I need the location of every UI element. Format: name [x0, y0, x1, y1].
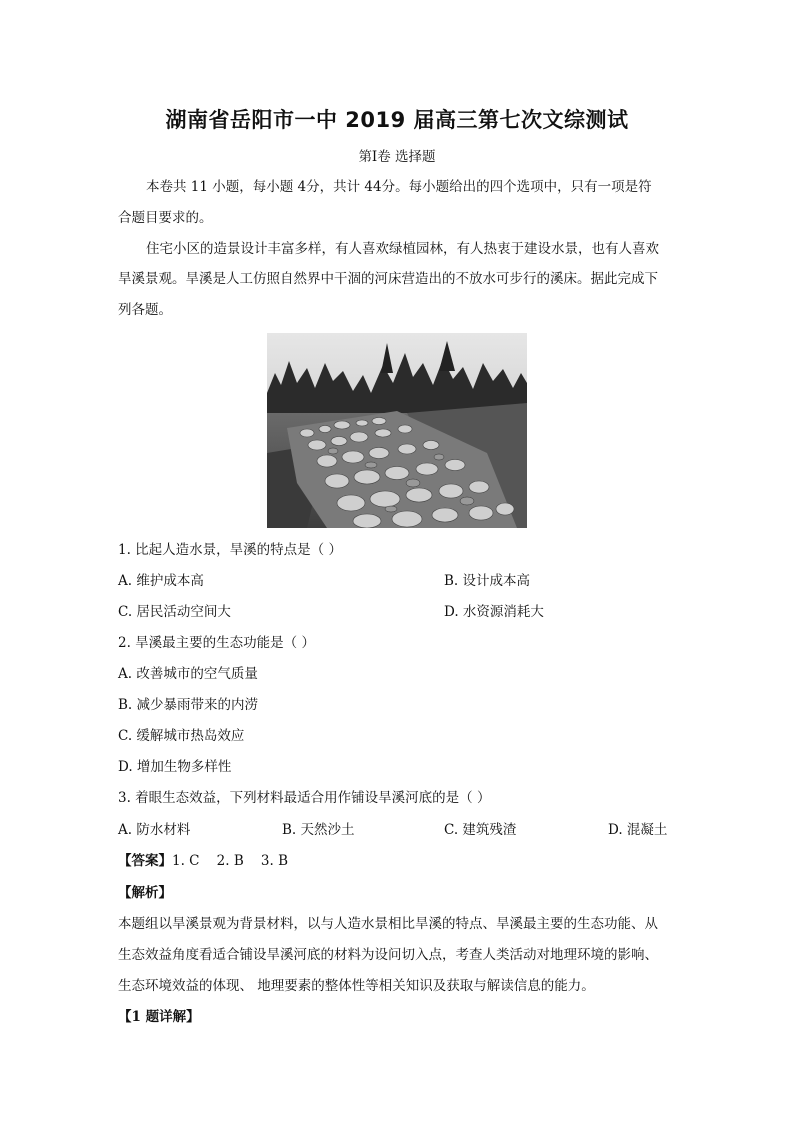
intro-line-1: 本卷共 11 小题，每小题 4分，共计 44分。每小题给出的四个选项中，只有一项是符	[146, 179, 652, 195]
dry-creek-photo	[267, 333, 527, 528]
question-2-option-a: A. 改善城市的空气质量	[118, 666, 258, 682]
question-3-option-a: A. 防水材料	[118, 822, 191, 838]
question-2-option-c: C. 缓解城市热岛效应	[118, 728, 245, 744]
page-title: 湖南省岳阳市一中 2019 届高三第七次文综测试	[165, 108, 629, 132]
answer-label: 【答案】	[118, 853, 172, 869]
question-3-option-d: D. 混凝土	[608, 822, 668, 838]
intro-line-2: 合题目要求的。	[118, 210, 213, 226]
question-1-option-d: D. 水资源消耗大	[444, 604, 544, 620]
passage-line-1: 住宅小区的造景设计丰富多样，有人喜欢绿植园林，有人热衷于建设水景，也有人喜欢	[146, 241, 659, 257]
passage-line-2: 旱溪景观。旱溪是人工仿照自然界中干涸的河床营造出的不放水可步行的溪床。据此完成下	[118, 271, 658, 287]
question-3-option-b: B. 天然沙土	[282, 822, 355, 838]
question-1-option-c: C. 居民活动空间大	[118, 604, 231, 620]
question-2-option-d: D. 增加生物多样性	[118, 759, 232, 775]
question-1-option-b: B. 设计成本高	[444, 573, 531, 589]
question-2-option-b: B. 减少暴雨带来的内涝	[118, 697, 259, 713]
question-2-stem: 2. 旱溪最主要的生态功能是（ ）	[118, 635, 315, 651]
question-3-option-c: C. 建筑残渣	[444, 822, 517, 838]
answer-line	[118, 852, 288, 870]
passage-line-3: 列各题。	[118, 302, 172, 318]
detail-label: 【1 题详解】	[118, 1009, 200, 1025]
analysis-line-2: 生态效益角度看适合铺设旱溪河底的材料为设问切入点，考查人类活动对地理环境的影响、	[118, 947, 658, 963]
analysis-line-3: 生态环境效益的体现、 地理要素的整体性等相关知识及获取与解读信息的能力。	[118, 978, 595, 994]
question-1-option-a: A. 维护成本高	[118, 573, 204, 589]
analysis-line-1: 本题组以旱溪景观为背景材料，以与人造水景相比旱溪的特点、旱溪最主要的生态功能、从	[118, 916, 658, 932]
question-3-stem: 3. 着眼生态效益，下列材料最适合用作铺设旱溪河底的是（ ）	[118, 790, 491, 806]
answer-value: 1. C 2. B 3. B	[172, 853, 289, 869]
question-1-stem: 1. 比起人造水景，旱溪的特点是（ ）	[118, 542, 342, 558]
analysis-label: 【解析】	[118, 885, 172, 901]
section-heading: 第Ⅰ卷 选择题	[358, 149, 436, 165]
